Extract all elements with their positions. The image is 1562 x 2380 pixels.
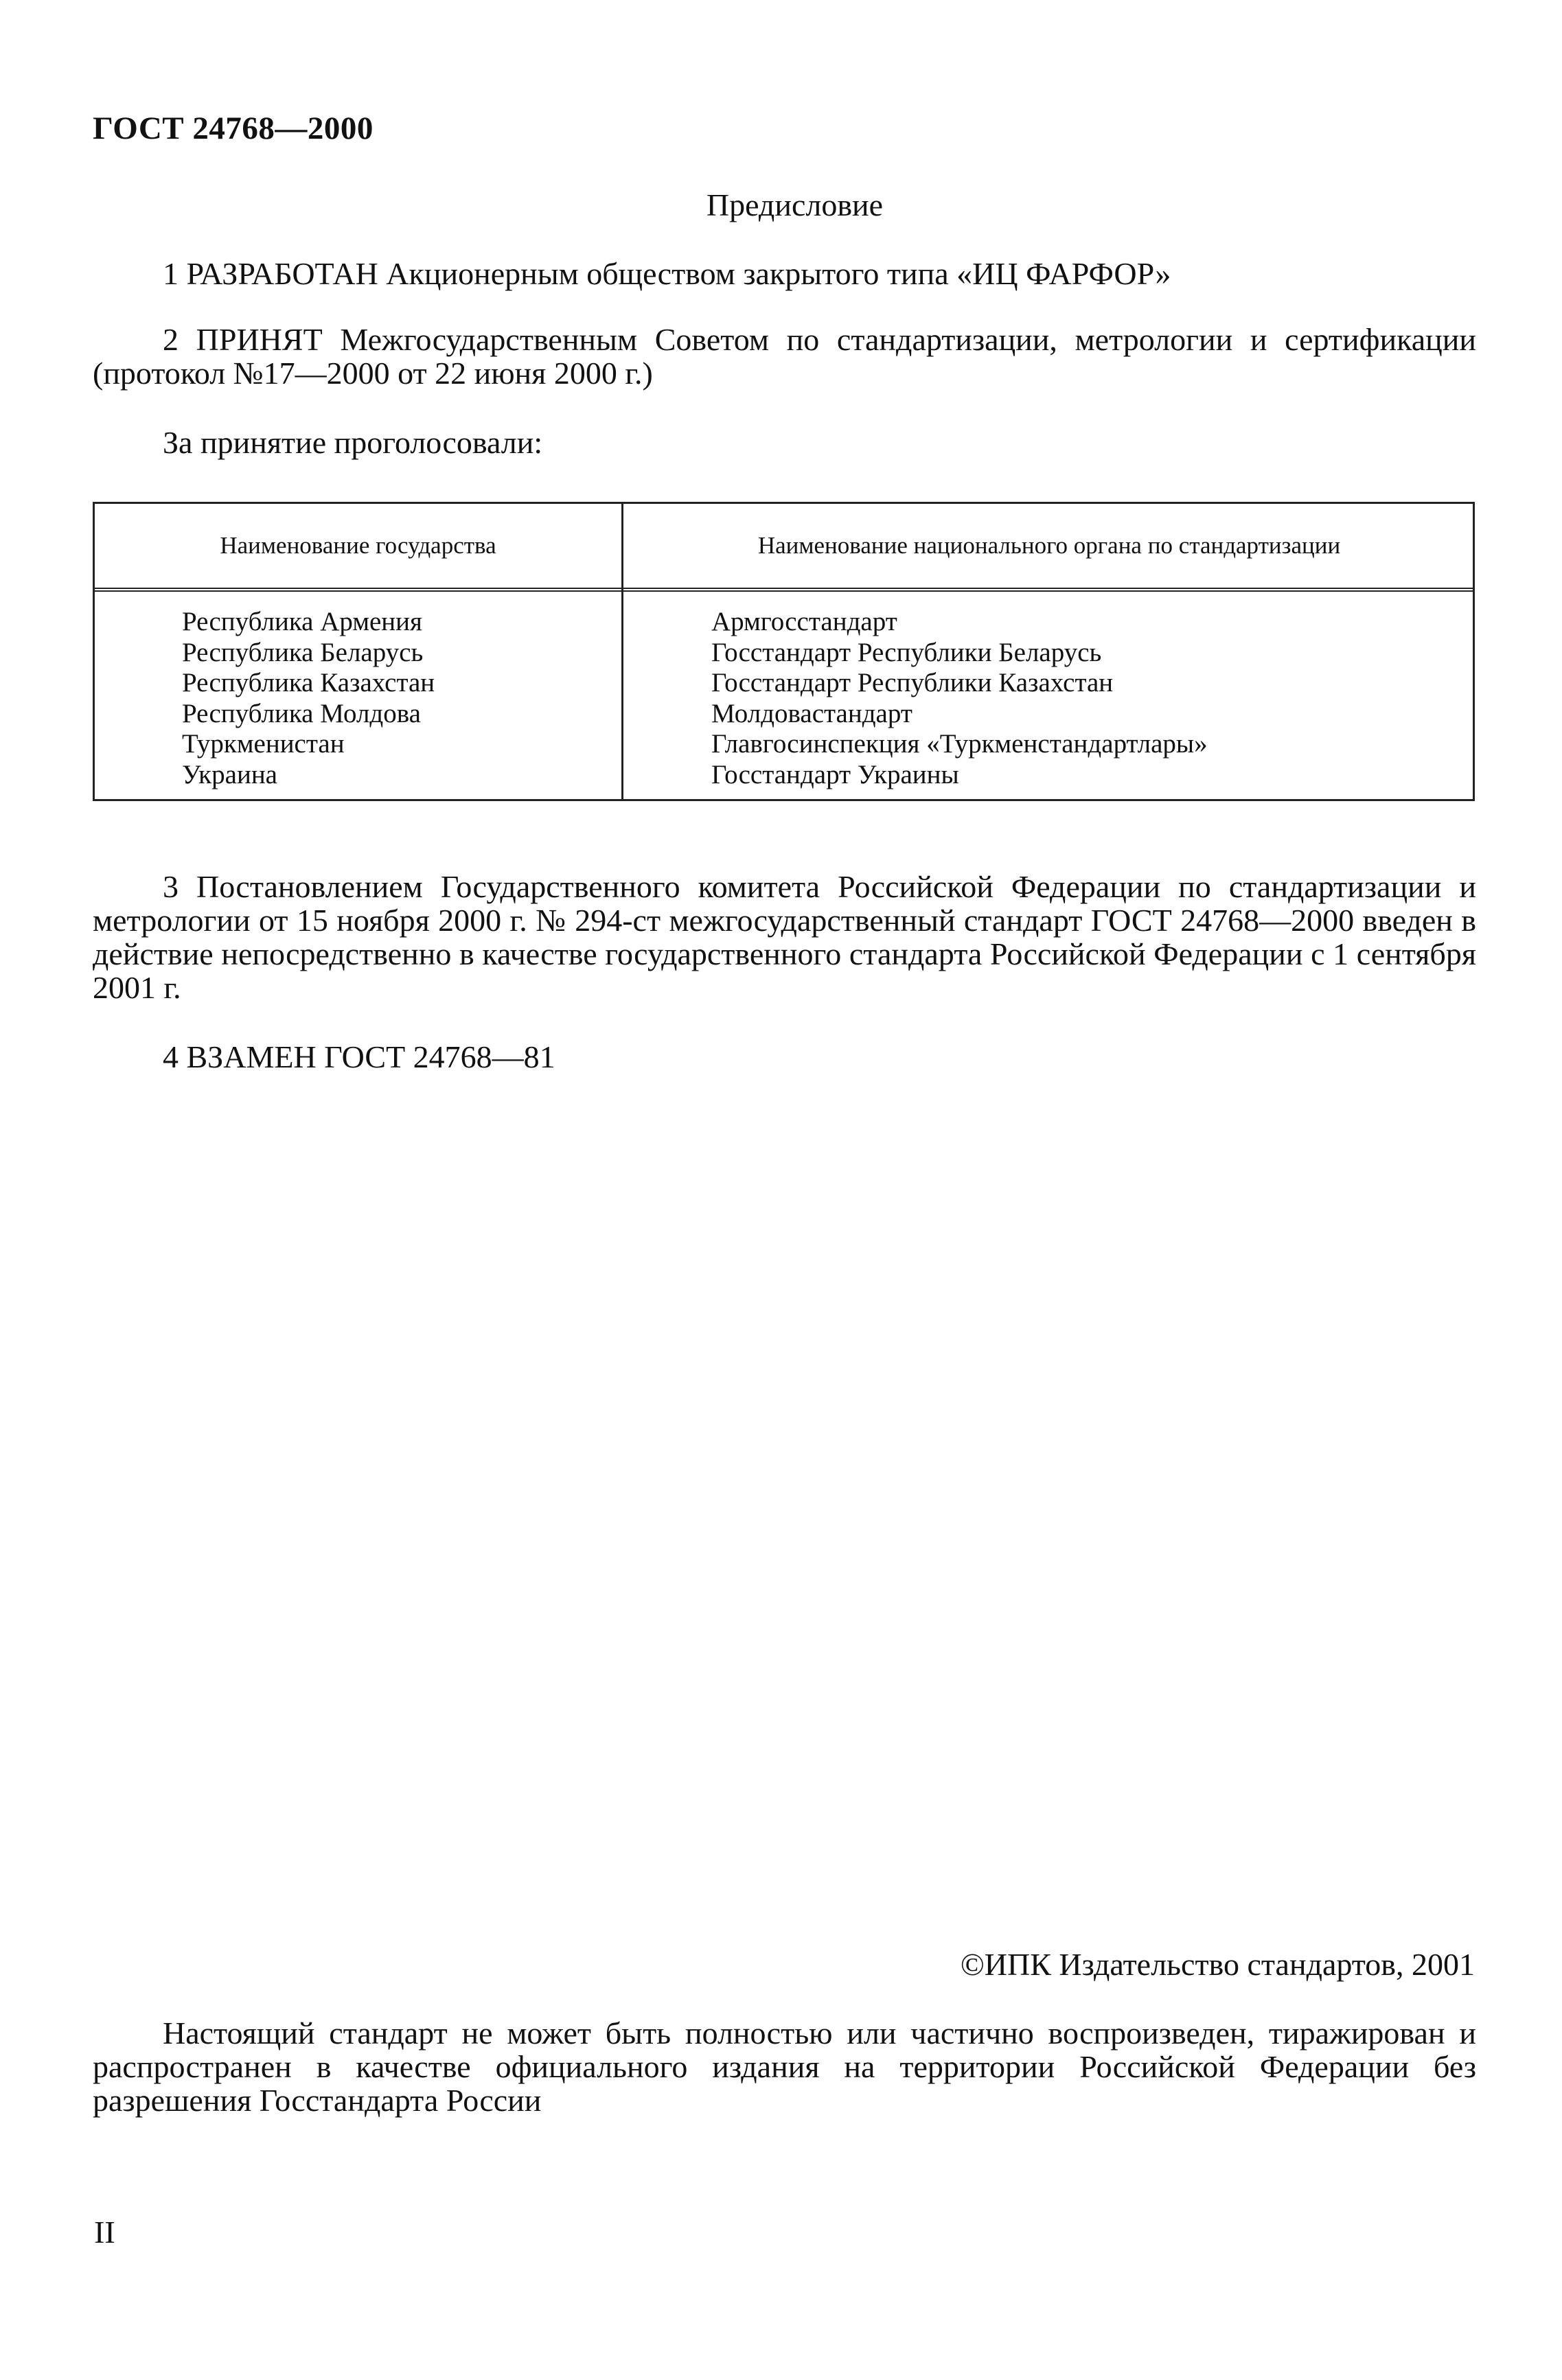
table-header-national-body: Наименование национального органа по стандартизации bbox=[757, 532, 1341, 559]
preface-item-developed bbox=[93, 257, 1476, 290]
table-cell-state: Республика Молдова bbox=[182, 698, 421, 728]
preface-item-enacted-text: 3 Постановлением Государственного комитета Российской Федерации по стандартизации и метрологии от 15 ноября 2000 г. № 294-ст межгосударственный стандарт ГОСТ 24768—2000 введен в действие непосредственно в качестве государственного стандарта Российской Федерации с 1 сентября 2001 г. bbox=[93, 869, 1476, 1005]
page-number: II bbox=[94, 2215, 115, 2250]
copyright-line: ©ИПК Издательство стандартов, 2001 bbox=[960, 1947, 1475, 1982]
voted-intro bbox=[93, 426, 1476, 459]
reproduction-notice bbox=[93, 2016, 1476, 2117]
table-column-states bbox=[182, 607, 435, 790]
table-cell-state: Туркменистан bbox=[182, 729, 345, 759]
preface-item-developed-text: 1 РАЗРАБОТАН Акционерным обществом закрытого типа «ИЦ ФАРФОР» bbox=[163, 256, 1171, 291]
table-header-state: Наименование государства bbox=[220, 532, 496, 559]
voted-intro-text: За принятие проголосовали: bbox=[163, 425, 543, 460]
voting-table bbox=[93, 502, 1475, 801]
preface-title: Предисловие bbox=[706, 187, 884, 222]
preface-item-adopted-text: 2 ПРИНЯТ Межгосударственным Советом по стандартизации, метрологии и сертификации (протокол №17—2000 от 22 июня 2000 г.) bbox=[93, 322, 1476, 391]
table-cell-national-body: Армгосстандарт bbox=[711, 607, 897, 636]
standard-id-header: ГОСТ 24768—2000 bbox=[93, 111, 374, 146]
table-cell-national-body: Госстандарт Республики Казахстан bbox=[711, 668, 1114, 697]
table-cell-state: Республика Казахстан bbox=[182, 668, 435, 697]
preface-item-replaces bbox=[93, 1040, 1476, 1074]
table-cell-national-body: Госстандарт Украины bbox=[711, 759, 959, 789]
table-cell-national-body: Молдовастандарт bbox=[711, 698, 912, 728]
table-cell-national-body: Главгосинспекция «Туркменстандартлары» bbox=[711, 729, 1208, 759]
table-cell-state: Украина bbox=[182, 759, 277, 789]
table-cell-state: Республика Армения bbox=[182, 607, 422, 636]
table-cell-national-body: Госстандарт Республики Беларусь bbox=[711, 637, 1102, 667]
preface-item-enacted bbox=[93, 870, 1476, 1004]
preface-item-replaces-text: 4 ВЗАМЕН ГОСТ 24768—81 bbox=[163, 1039, 555, 1074]
table-column-national-bodies bbox=[711, 607, 1208, 790]
reproduction-notice-text: Настоящий стандарт не может быть полностью или частично воспроизведен, тиражирован и распространен в качестве официального издания на территории Российской Федерации без разрешения Госстандарта России bbox=[93, 2015, 1476, 2118]
preface-item-adopted bbox=[93, 323, 1476, 390]
table-cell-state: Республика Беларусь bbox=[182, 637, 424, 667]
